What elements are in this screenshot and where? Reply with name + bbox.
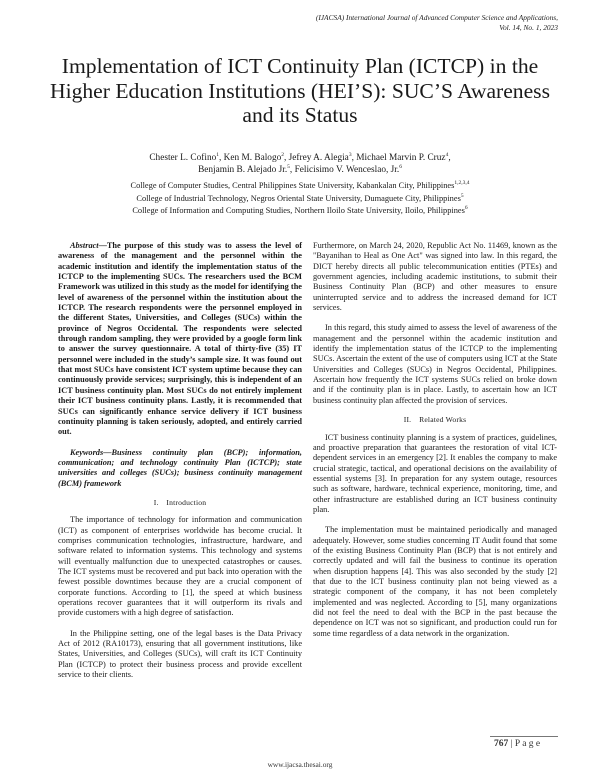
section-heading-related-works: II. Related Works <box>403 415 467 425</box>
paragraph: Furthermore, on March 24, 2020, Republic Act No. 11469, known as the "Bayanihan to Heal as One Act" was signed into law. In this regard, the DICT hereby directs all public telecommunication entities (PTEs) and government agencies, including academic institutions, to submit their Business Continuity Plan (BCP) and other measures to ensure uninterrupted service and to address the increased demand for ICT services. <box>313 241 557 313</box>
section-heading-introduction: I. Introduction <box>153 497 207 507</box>
journal-url: www.ijacsa.thesai.org <box>267 760 333 769</box>
author-list <box>60 152 540 177</box>
author: Michael Marvin P. Cruz$^4$, <box>356 151 451 163</box>
keywords: Keywords—Business continuity plan (BCP); information, communication; and technology continuity Plan (ICTCP); state universities and colleges (SUCs); business continuity management (BCM) framework <box>58 447 302 488</box>
paragraph: The implementation must be maintained periodically and managed adequately. However, some studies concerning IT Audit found that some of the existing Business Continuity Plan (BCP) that is not entirely and correctly updated and will fail the business to continue its operation when disruption happens [4]. This was also seconded by the study [2] that due to the ICT business continuity plan not being viewed as a strategic component of the company, it has not been completely implemented and was neglected. According to [5], many organizations did not feel the need to deal with the BCP in the past because the dependence on ICT was not so significant, and production could run for some time regardless of a data network in the organization. <box>313 525 557 638</box>
abstract: Abstract—The purpose of this study was to assess the level of awareness of the management and the personnel within the academic institution and identify the implementation status of the ICTCP to the implementing SUCs. The researchers used the BCM Framework was utilized in this study as the model for identifying the level of awareness of the personnel within the institution about the ICTCP. The research respondents were the personnel employed in the different States, Universities, and Colleges (SUCs) within the province of Negros Occidental. The respondents were selected through random sampling, they were provided by a google form link to answer the survey questionnaire. A total of thirty-five (35) IT personnel were included in the study’s sample size. It was found out that most SUCs have consistent ICT system uptime because they can continuously provide services; surprisingly, this is independent of an ICT business continuity plan. Most SUCs do not entirely implement their ICT business continuity plans. Lastly, it is recommended that SUCs can significantly enhance service delivery if ICT business continuity planning is taken seriously, adopted, and entirely carried out. <box>58 241 302 437</box>
author: Benjamin B. Alejado Jr.$^5$, <box>198 164 295 176</box>
right-column <box>313 241 557 639</box>
journal-volume: Vol. 14, No. 1, 2023 <box>499 23 558 32</box>
author: Jefrey A. Alegia$^3$, <box>288 151 357 163</box>
author: Chester L. Cofino$^1$, <box>149 151 224 163</box>
author: Felicisimo V. Wenceslao, Jr.$^6$ <box>294 164 402 176</box>
paragraph: ICT business continuity planning is a system of practices, guidelines, and proactive preparation that guarantees the restoration of vital ICT-dependent services in an emergency [2]. It enables the company to make crucial strategic, tactical, and operational decisions on the availability of essential systems [3]. In preparation for any system outage, resources such as software, hardware, technical experience, monitoring, time, and other infrastructure are established during an ICT business continuity plan. <box>313 432 557 514</box>
paragraph: The importance of technology for information and communication (ICT) as component of enterprises worldwide has become crucial. It comprises communication technologies, infrastructure, hardware, and software related to information systems. This technology and systems will eventually malfunction due to unexpected catastrophes or causes. The ICT systems must be recovered and put back into operation with the fewest possible downtimes because they are a crucial component of corporate functions. According to [1], the speed at which business operations recover guarantees that it will outperform its rivals and provide customers with a high degree of satisfaction. <box>58 515 302 618</box>
journal-name: (IJACSA) International Journal of Advanced Computer Science and Applications, <box>315 13 558 22</box>
affiliation: College of Industrial Technology, Negros Oriental State University, Dumaguete City, Philippines$^5$ <box>136 192 464 203</box>
footer-rule <box>490 736 558 737</box>
page-number: 767 | P a g e <box>494 739 541 749</box>
paragraph: In the Philippine setting, one of the legal bases is the Data Privacy Act of 2012 (RA10173), ensuring that all government institutions, like States, Universities, and Colleges (SUCs), will craft its ICT Continuity Plan (ICTCP) to protect their business process and provide excellent service to their clients. <box>58 628 302 680</box>
journal-header <box>198 13 558 33</box>
author: Ken M. Balogo$^2$, <box>223 151 289 163</box>
affiliation: College of Computer Studies, Central Philippines State University, Kabankalan City, Philippines$^{1,2,3,4}$ <box>130 180 470 190</box>
paragraph: In this regard, this study aimed to assess the level of awareness of the management and the personnel within the academic institution and identify the implementation status of the ICTCP to the implementing SUCs. Ascertain the extent of the use of computers using ICT at the State Universities and Colleges (SUCs) in Negros Occidental, Philippines. Ascertain how frequently the ICT systems SUCs relied on broke down and if the continuity plan is in place. Lastly, to ascertain how an ICT business continuity plan affected the provision of services. <box>313 323 557 405</box>
paper-title: Implementation of ICT Continuity Plan (ICTCP) in the Higher Education Institutions (HEI’S): SUC’S Awareness and its Status <box>49 54 550 127</box>
affiliation-list <box>60 180 540 218</box>
affiliation: College of Information and Computing Studies, Northern Iloilo State University, Iloilo, Philippines$^6$ <box>132 205 468 215</box>
left-column <box>58 241 302 680</box>
